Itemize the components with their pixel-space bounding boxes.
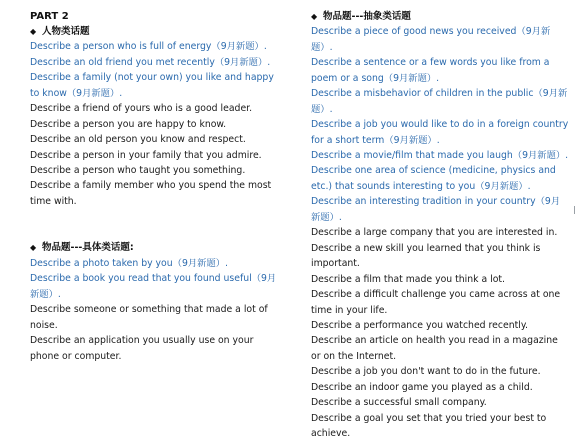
topic-item — [311, 163, 569, 194]
topic-item — [311, 24, 569, 55]
topic-item — [311, 55, 569, 86]
topic-text: Describe a film that made you think a lot. — [311, 273, 505, 285]
new-topic-tag: （9月新题）. — [311, 196, 561, 223]
new-topic-tag: （9月新题）. — [475, 180, 531, 192]
topic-text: Describe a friend of yours who is a good leader. — [30, 103, 253, 115]
right-column — [311, 9, 569, 442]
topic-item — [30, 39, 282, 54]
topic-item — [30, 70, 282, 101]
topic-text: Describe a job you don't want to do in the future. — [311, 366, 541, 378]
new-topic-tag: （9月新题）. — [384, 134, 440, 146]
topic-item — [30, 256, 282, 271]
topic-item — [30, 55, 282, 70]
page-edge-mark — [574, 206, 575, 214]
topic-text: Describe a goal you set that you tried your best to achieve. — [311, 412, 547, 440]
new-topic-tag: （9月新题）. — [214, 56, 271, 68]
diamond-bullet-icon: ◆ — [30, 27, 37, 36]
topic-item — [311, 148, 569, 163]
new-topic-tag: （9月新题）. — [311, 88, 568, 115]
topic-item — [311, 194, 569, 225]
topic-item — [30, 302, 282, 333]
topic-text: Describe an old friend you met recently — [30, 56, 215, 68]
section-heading-people — [30, 24, 282, 39]
topic-text: Describe a job you would like to do in a foreign country for a short term — [311, 119, 569, 146]
topic-item — [311, 333, 569, 364]
heading-text: 物品题---抽象类话题 — [323, 11, 411, 22]
topic-text: Describe one area of science (medicine, physics and etc.) that sounds interesting to you — [311, 165, 556, 192]
part-title: PART 2 — [30, 11, 69, 22]
topic-item — [30, 271, 282, 302]
topic-text: Describe a person in your family that you admire. — [30, 149, 262, 161]
topic-item — [30, 178, 282, 209]
topic-item — [311, 272, 569, 287]
heading-text: 物品题---具体类话题: — [42, 242, 134, 254]
topic-text: Describe an indoor game you played as a child. — [311, 381, 533, 393]
section-heading-concrete — [30, 240, 282, 255]
new-topic-tag: （9月新题）. — [30, 273, 277, 300]
diamond-bullet-icon: ◆ — [311, 12, 318, 21]
topic-item — [311, 364, 569, 379]
topic-item — [311, 225, 569, 240]
left-column — [30, 9, 282, 364]
topic-text: Describe a photo taken by you — [30, 257, 173, 269]
topic-item — [311, 318, 569, 333]
diamond-bullet-icon: ◆ — [30, 243, 37, 253]
topic-text: Describe a difficult challenge you came across at one time in your life. — [311, 289, 561, 316]
topic-text: Describe a performance you watched recently. — [311, 320, 528, 332]
topic-text: Describe an interesting tradition in your country — [311, 196, 536, 208]
topic-text: Describe an old person you know and respect. — [30, 134, 246, 146]
new-topic-tag: （9月新题）. — [311, 26, 551, 53]
heading-text: 人物类话题 — [42, 26, 90, 37]
topic-text: Describe a successful small company. — [311, 397, 487, 409]
topic-text: Describe a large company that you are interested in. — [311, 227, 558, 239]
new-topic-tag: （9月新题）. — [66, 87, 123, 99]
topic-text: Describe a person who is full of energy — [30, 41, 212, 53]
topic-text: Describe a person who taught you something. — [30, 165, 246, 177]
topic-text: Describe a piece of good news you received — [311, 26, 517, 38]
topic-text: Describe a family (not your own) you like and happy to know — [30, 72, 274, 99]
topic-item — [311, 395, 569, 410]
topic-text: Describe a new skill you learned that you think is important. — [311, 242, 541, 270]
new-topic-tag: （9月新题）. — [383, 72, 440, 84]
topic-item — [311, 241, 569, 272]
concrete-topic-list — [30, 256, 282, 364]
topic-text: Describe a book you read that you found useful — [30, 273, 252, 285]
topic-item — [30, 163, 282, 178]
abstract-topic-list — [311, 24, 569, 441]
new-topic-tag: （9月新题）. — [512, 150, 569, 162]
new-topic-tag: （9月新题）. — [211, 41, 267, 53]
topic-text: Describe a movie/film that made you laugh — [311, 150, 513, 162]
topic-item — [311, 86, 569, 117]
topic-text: Describe an application you usually use on your phone or computer. — [30, 335, 254, 362]
topic-item — [311, 287, 569, 318]
section-heading-abstract — [311, 9, 569, 24]
topic-item — [311, 411, 569, 442]
people-topic-list — [30, 39, 282, 209]
topic-text: Describe a misbehavior of children in the public — [311, 88, 534, 100]
new-topic-tag: （9月新题）. — [172, 257, 228, 269]
topic-item — [30, 132, 282, 147]
topic-text: Describe a family member who you spend the most time with. — [30, 180, 272, 207]
topic-item — [30, 333, 282, 364]
topic-text: Describe a sentence or a few words you like from a poem or a song — [311, 57, 550, 84]
topic-item — [30, 117, 282, 132]
topic-text: Describe a person you are happy to know. — [30, 118, 227, 130]
topic-item — [30, 101, 282, 116]
topic-text: Describe someone or something that made a lot of noise. — [30, 304, 268, 331]
topic-item — [311, 380, 569, 395]
topic-item — [30, 148, 282, 163]
section-gap — [30, 209, 282, 240]
topic-item — [311, 117, 569, 148]
topic-text: Describe an article on health you read in a magazine or on the Internet. — [311, 335, 558, 362]
